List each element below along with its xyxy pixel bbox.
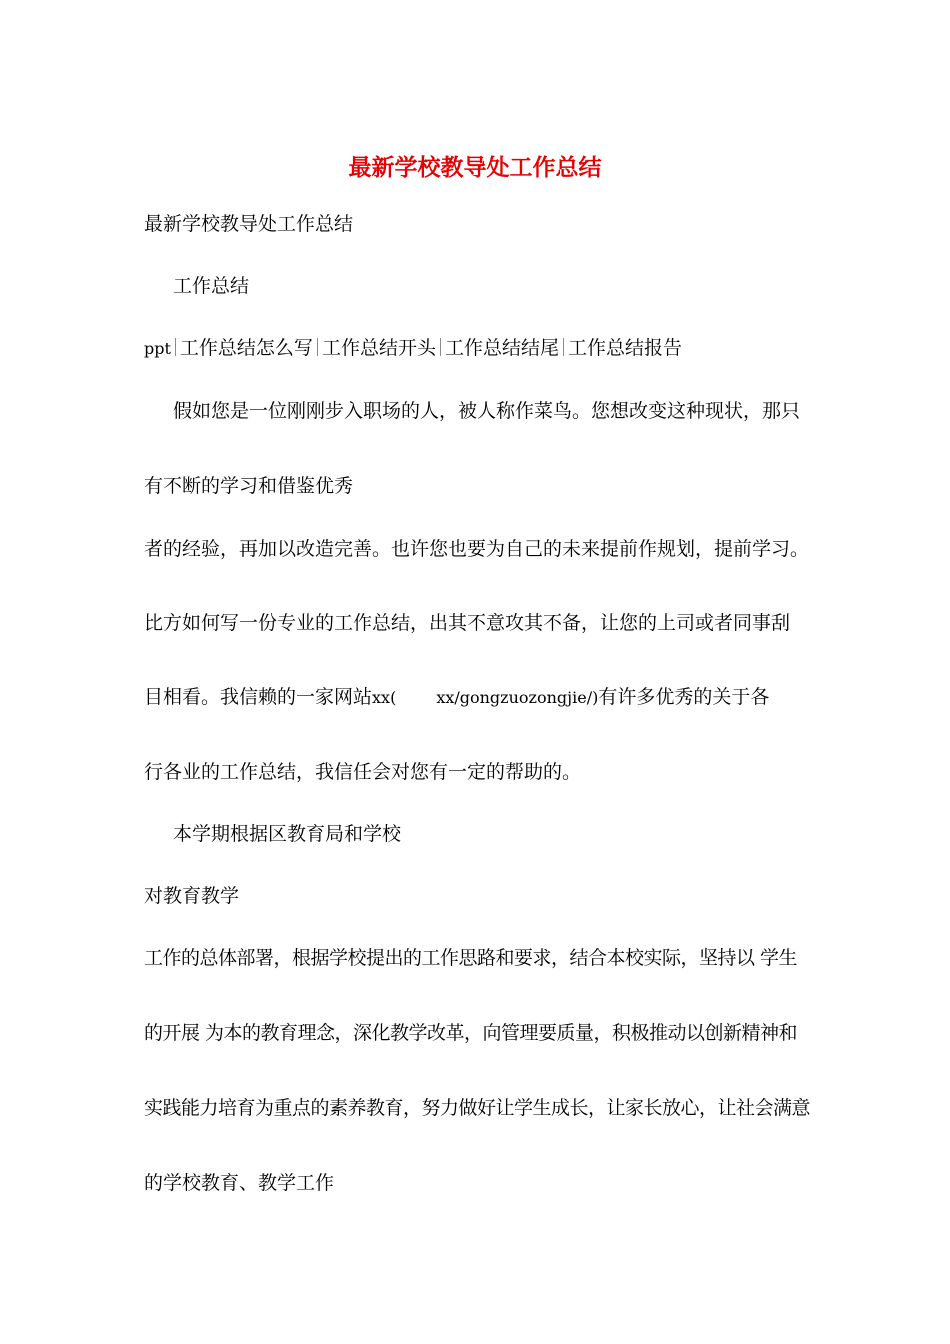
paragraph1-line1: 假如您是一位刚刚步入职场的人，被人称作菜鸟。您想改变这种现状，那只 <box>173 400 801 422</box>
link-report[interactable]: 工作总结报告 <box>567 337 682 359</box>
paragraph2-line4: 的开展 为本的教育理念，深化教学改革，向管理要质量，积极推动以创新精神和 <box>144 1022 798 1044</box>
paragraph2-line2: 对教育教学 <box>144 885 240 907</box>
page-title: 最新学校教导处工作总结 <box>348 155 602 181</box>
paragraph2-line5: 实践能力培育为重点的素养教育，努力做好让学生成长，让家长放心，让社会满意 <box>144 1097 811 1119</box>
link-separator <box>175 338 176 356</box>
link-separator <box>563 338 564 356</box>
website-link-part1[interactable]: xx( <box>372 688 397 707</box>
paragraph1-line4: 比方如何写一份专业的工作总结，出其不意攻其不备，让您的上司或者同事刮 <box>144 612 791 634</box>
paragraph2-line6: 的学校教育、教学工作 <box>144 1172 335 1194</box>
link-how-to-write[interactable]: 工作总结怎么写 <box>179 337 313 359</box>
section-label: 工作总结 <box>173 275 250 297</box>
link-separator <box>317 338 318 356</box>
website-link-part2[interactable]: xx/gongzuozongjie/) <box>436 688 599 707</box>
link-opening[interactable]: 工作总结开头 <box>321 337 436 359</box>
link-ending[interactable]: 工作总结结尾 <box>444 337 559 359</box>
document-subtitle: 最新学校教导处工作总结 <box>144 213 354 235</box>
paragraph2-line1: 本学期根据区教育局和学校 <box>173 823 402 845</box>
paragraph1-line6: 行各业的工作总结，我信任会对您有一定的帮助的。 <box>144 761 582 783</box>
paragraph2-line3: 工作的总体部署，根据学校提出的工作思路和要求，结合本校实际，坚持以 学生 <box>144 947 798 969</box>
link-separator <box>440 338 441 356</box>
paragraph1-line2: 有不断的学习和借鉴优秀 <box>144 475 354 497</box>
paragraph1-line5 <box>144 684 769 711</box>
paragraph1-line5-pre: 目相看。我信赖的一家网站 <box>144 686 373 708</box>
related-links-bar <box>144 335 682 362</box>
link-ppt[interactable]: ppt <box>144 339 171 358</box>
paragraph1-line3: 者的经验，再加以改造完善。也许您也要为自己的未来提前作规划，提前学习。 <box>144 538 810 560</box>
paragraph1-line5-post: 有许多优秀的关于各 <box>598 686 770 708</box>
